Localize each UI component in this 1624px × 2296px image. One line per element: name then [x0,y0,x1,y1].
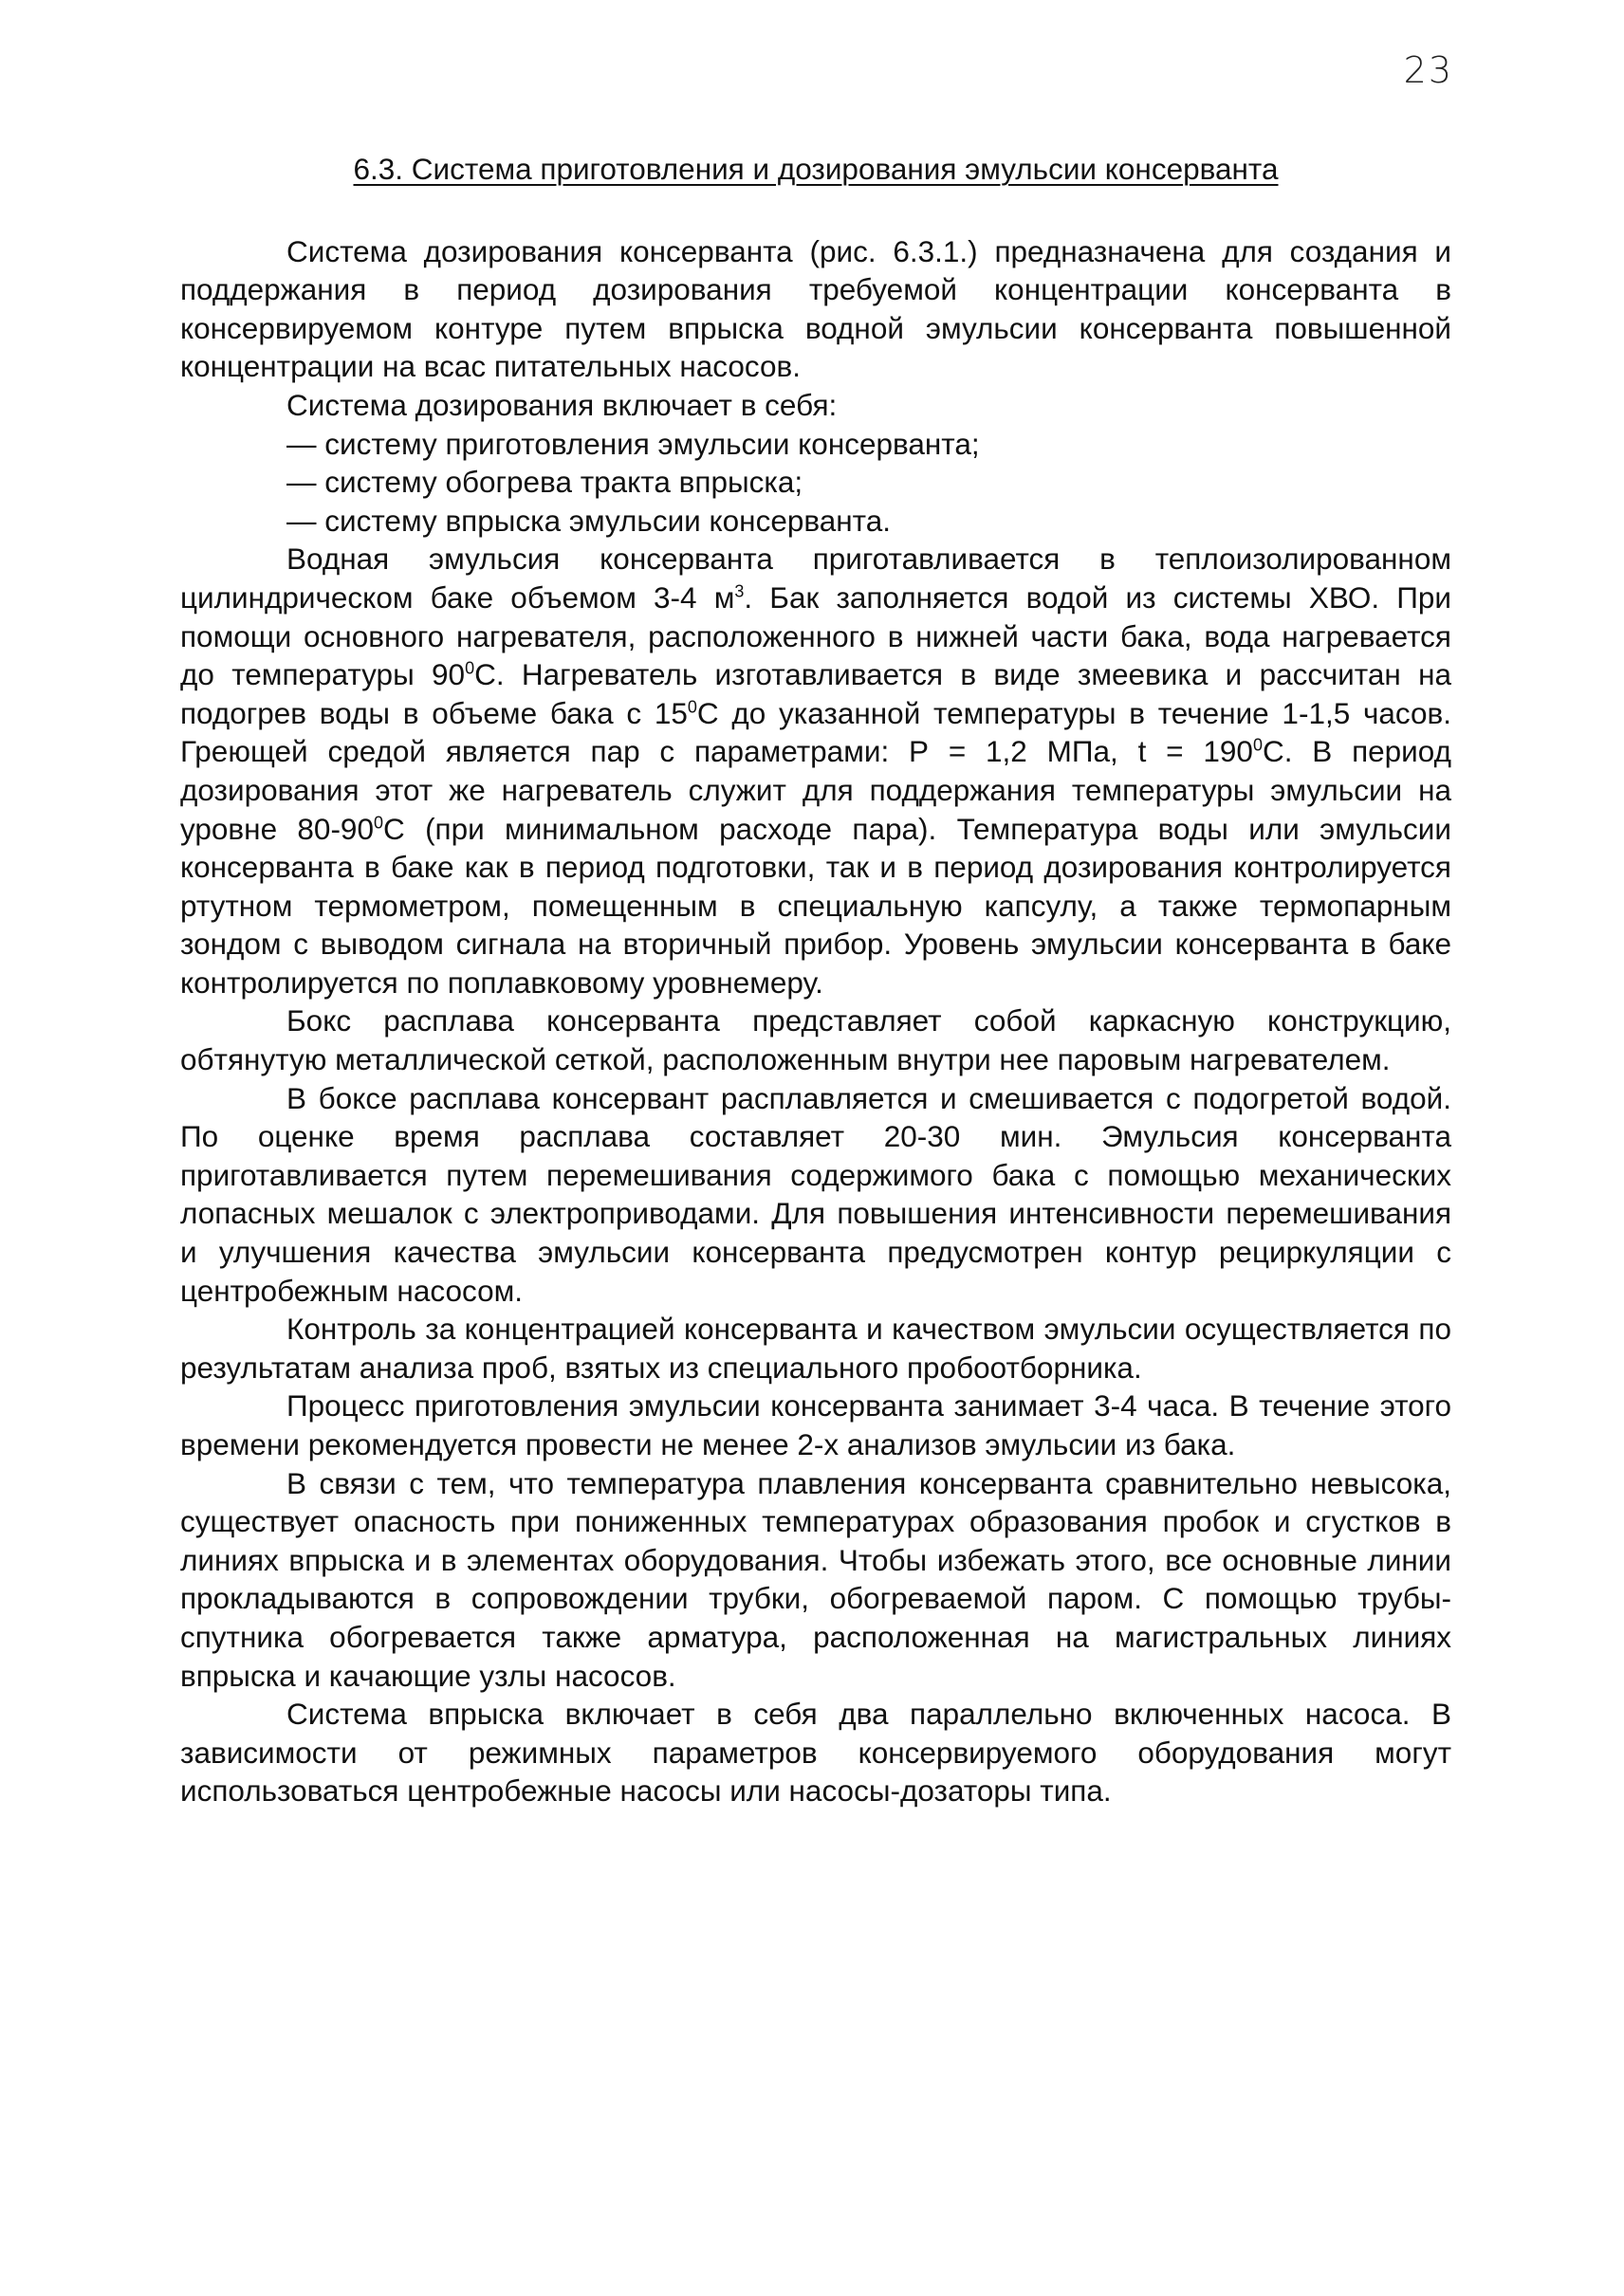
degree-mark: 0 [465,658,475,678]
tank-text-part: . Бак заполняется водой из системы ХВО. При помощи основного нагревателя, расположенного в нижней части бака, вода нагревается до температуры 90 [180,579,1451,692]
heating-paragraph: В связи с тем, что температура плавления консерванта сравнительно невысока, существует опасность при пониженных температурах образования пробок и сгустков в линиях впрыска и в элементах оборудования. Чтобы избежать этого, все основные линии прокладываются в сопровождении трубки, обогреваемой паром. С помощью трубы-спутника обогревается также арматура, расположенная на магистральных линиях впрыска и качающие узлы насосов. [180,1465,1451,1693]
list-item: — систему впрыска эмульсии консерванта. [286,503,891,538]
list-item: — систему приготовления эмульсии консерванта; [286,426,980,461]
tank-paragraph [180,540,1451,1001]
control-paragraph: Контроль за концентрацией консерванта и качеством эмульсии осуществляется по результатам анализа проб, взятых из специального пробоотборника. [180,1312,1451,1385]
tank-text-part: С (при минимальном расходе пара). Температура воды или эмульсии консерванта в баке как в период подготовки, так и в период дозирования контролируется ртутном термометром, помещенным в специальную капсулу, а также термопарным зондом с выводом сигнала на вторичный прибор. Уровень эмульсии консерванта в баке контролируется по поплавковому уровнемеру. [180,811,1451,1000]
degree-mark: 0 [1252,735,1263,755]
degree-mark: 0 [373,813,383,832]
tank-text-part: С. В период дозирования этот же нагреватель служит для поддержания температуры эмульсии на уровне 80-90 [180,734,1451,846]
cubic-exponent: 3 [734,581,745,601]
includes-heading: Система дозирования включает в себя: [286,387,838,422]
process-paragraph: Процесс приготовления эмульсии консерванта занимает 3-4 часа. В течение этого времени рекомендуется провести не менее 2-х анализов эмульсии из бака. [180,1388,1451,1461]
page-number: 23 [1403,49,1453,91]
intro-paragraph: Система дозирования консерванта (рис. 6.3.1.) предназначена для создания и поддержания в период дозирования требуемой концентрации консерванта в консервируемом контуре путем впрыска водной эмульсии консерванта повышенной концентрации на всас питательных насосов. [180,233,1451,384]
melt-paragraph: В боксе расплава консервант расплавляется и смешивается с подогретой водой. По оценке время расплава составляет 20-30 мин. Эмульсия консерванта приготавливается путем перемешивания содержимого бака с помощью механических лопасных мешалок с электроприводами. Для повышения интенсивности перемешивания и улучшения качества эмульсии консерванта предусмотрен контур рециркуляции с центробежным насосом. [180,1080,1451,1308]
includes-list [180,425,1451,541]
tank-text-part: С. Нагреватель изготавливается в виде змеевика и рассчитан на подогрев воды в объеме бака с 15 [180,657,1451,730]
list-item: — систему обогрева тракта впрыска; [286,465,803,500]
document-body [180,150,1451,1810]
injection-paragraph: Система впрыска включает в себя два параллельно включенных насоса. В зависимости от режимных параметров консервируемого оборудования могут использоваться центробежные насосы или насосы-дозаторы типа. [180,1697,1451,1809]
section-title: 6.3. Система приготовления и дозирования эмульсии консерванта [353,152,1279,186]
tank-text-part: С до указанной температуры в течение 1-1,5 часов. Греющей средой является пар с параметрами: Р = 1,2 МПа, t = 190 [180,695,1452,769]
tank-text-part: Водная эмульсия консерванта приготавливается в теплоизолированном цилиндрическом баке объемом 3-4 м [180,542,1451,615]
degree-mark: 0 [687,697,697,717]
box-paragraph: Бокс расплава консерванта представляет собой каркасную конструкцию, обтянутую металлической сеткой, расположенным внутри нее паровым нагревателем. [180,1003,1451,1077]
